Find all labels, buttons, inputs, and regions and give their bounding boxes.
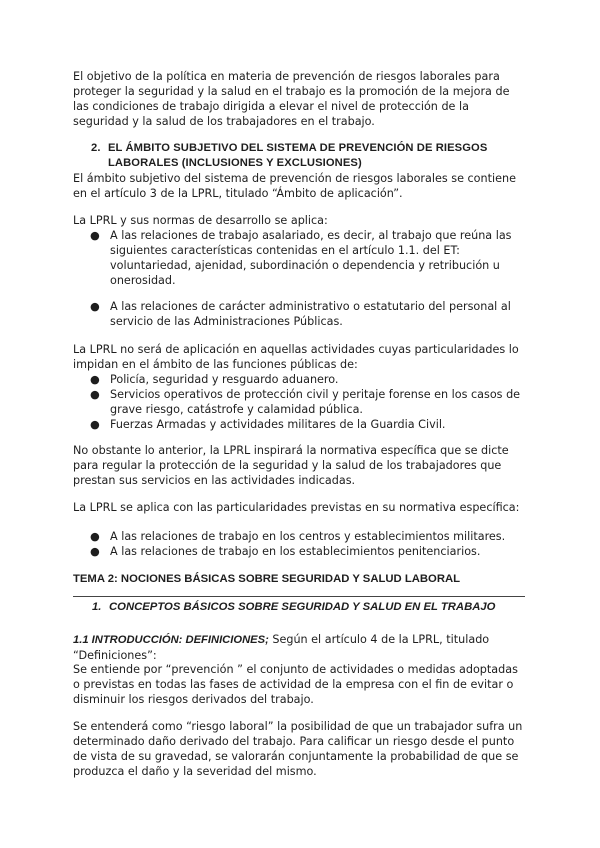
definiciones-paragraph [73,632,525,663]
bullet-icon: ● [90,300,100,313]
tema-heading: TEMA 2: NOCIONES BÁSICAS SOBRE SEGURIDAD Y SALUD LABORAL [73,573,461,585]
section-heading-number: 2. [91,142,101,154]
list-item: ● Fuerzas Armadas y actividades militares de la Guardia Civil. [90,418,446,432]
divider [73,596,525,597]
list-item: ● A las relaciones de trabajo asalariado, es decir, al trabajo que reúna las siguientes características contenidas en el artículo 1.1. del ET: voluntariedad, ajenidad, subordinación o dependencia y retribución u onerosidad. [90,229,512,288]
noaplica-paragraph: La LPRL no será de aplicación en aquellas actividades cuyas particularidades lo impidan en el ámbito de las funciones públicas de: [73,343,519,372]
list-item: ● A las relaciones de trabajo en los establecimientos penitenciarios. [90,545,481,559]
bullet-icon: ● [90,229,100,242]
bullet-icon: ● [90,373,100,386]
list-item: ● A las relaciones de trabajo en los centros y establecimientos militares. [90,530,506,543]
list-item: ● Policía, seguridad y resguardo aduanero. [90,373,339,386]
bullet-icon: ● [90,530,100,543]
riesgo-paragraph: Se entenderá como “riesgo laboral” la posibilidad de que un trabajador sufra un determinado daño derivado del trabajo. Para calificar un riesgo desde el punto de vista de su gravedad, se valorarán conjuntamente la probabilidad de que se produzca el daño y la severidad del mismo. [73,720,523,779]
intro-paragraph: El objetivo de la política en materia de prevención de riesgos laborales para proteger la seguridad y la salud en el trabajo es la promoción de la mejora de las condiciones de trabajo dirigida a elevar el nivel de protección de la seguridad y la salud de los trabajadores en el trabajo. [73,70,510,129]
aplica-list [82,228,526,288]
definiciones-heading: 1.1 INTRODUCCIÓN: DEFINICIONES; [73,634,269,646]
subsection-number: 1. [92,601,102,613]
funciones-list [82,372,526,432]
bullet-icon: ● [90,418,100,432]
ambito-paragraph: El ámbito subjetivo del sistema de prevención de riesgos laborales se contiene en el artículo 3 de la LPRL, titulado “Ámbito de aplicación”. [73,172,516,201]
aplica-paragraph: La LPRL y sus normas de desarrollo se aplica: [73,214,328,227]
list-item: ● Servicios operativos de protección civil y peritaje forense en los casos de grave riesgo, catástrofe y calamidad pública. [90,388,521,417]
bullet-icon: ● [90,545,100,559]
prevencion-paragraph: Se entiende por “prevención ” el conjunto de actividades o medidas adoptadas o previstas en todas las fases de actividad de la empresa con el fin de evitar o disminuir los riesgos derivados del trabajo. [73,663,518,707]
definiciones-intro: Según el artículo 4 de la LPRL, titulado “Definiciones”: [73,633,490,663]
section-heading-ambito [91,141,524,171]
section-heading-text: EL ÁMBITO SUBJETIVO DEL SISTEMA DE PREVENCIÓN DE RIESGOS LABORALES (INCLUSIONES Y EXCLUSIONES) [108,142,488,169]
subsection-heading [92,601,495,613]
particularidades-list [82,529,526,559]
subsection-text: CONCEPTOS BÁSICOS SOBRE SEGURIDAD Y SALUD EN EL TRABAJO [109,601,496,613]
noobstante-paragraph: No obstante lo anterior, la LPRL inspirará la normativa específica que se dicte para regular la protección de la seguridad y la salud de los trabajadores que prestan sus servicios en las actividades indicadas. [73,444,509,488]
particularidades-paragraph: La LPRL se aplica con las particularidades previstas en su normativa específica: [73,501,520,514]
aplica-list-2 [82,299,526,329]
list-item: ● A las relaciones de carácter administrativo o estatutario del personal al servicio de las Administraciones Públicas. [90,300,511,329]
bullet-icon: ● [90,388,100,402]
